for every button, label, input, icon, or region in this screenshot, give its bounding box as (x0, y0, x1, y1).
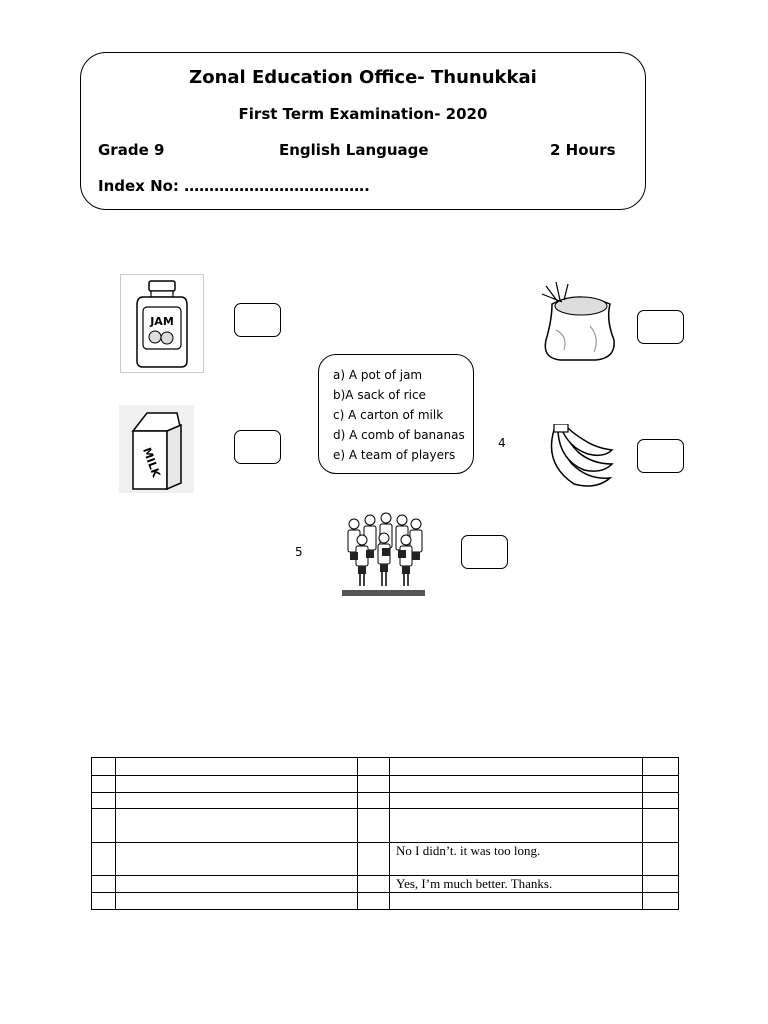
dialogue-response-1: No I didn’t. it was too long. (390, 843, 643, 876)
option-a: a) A pot of jam (333, 368, 423, 382)
dialogue-response-2: Yes, I’m much better. Thanks. (390, 876, 643, 893)
jam-jar-picture (120, 274, 204, 373)
table-row (92, 776, 679, 793)
option-b: b)A sack of rice (333, 388, 426, 402)
answer-box-3[interactable] (637, 310, 684, 344)
table-row (92, 893, 679, 910)
table-cell (643, 776, 679, 793)
table-cell (358, 809, 390, 843)
table-cell (116, 758, 358, 776)
table-cell (92, 893, 116, 910)
bananas-picture (544, 424, 616, 492)
dialogue-table (91, 757, 679, 910)
options-box (318, 354, 474, 474)
option-d: d) A comb of bananas (333, 428, 465, 442)
table-row (92, 758, 679, 776)
grade-label: Grade 9 (98, 141, 165, 159)
question-number-5: 5 (295, 545, 303, 559)
table-cell (358, 893, 390, 910)
table-cell (92, 776, 116, 793)
table-cell (643, 893, 679, 910)
option-c: c) A carton of milk (333, 408, 444, 422)
exam-title: First Term Examination- 2020 (238, 105, 488, 123)
answer-box-1[interactable] (234, 303, 281, 337)
table-cell (116, 793, 358, 809)
exam-header-box (80, 52, 646, 210)
table-cell (358, 843, 390, 876)
table-cell (643, 843, 679, 876)
milk-label-text: MILK (140, 445, 163, 480)
table-cell (390, 758, 643, 776)
subject-label: English Language (279, 141, 429, 159)
table-cell (390, 809, 643, 843)
table-cell (116, 776, 358, 793)
table-cell (390, 893, 643, 910)
jam-label-text: JAM (150, 315, 174, 328)
table-cell (643, 793, 679, 809)
duration-label: 2 Hours (550, 141, 616, 159)
office-title: Zonal Education Office- Thunukkai (189, 67, 537, 88)
rice-sack-picture (538, 280, 620, 364)
answer-box-5[interactable] (461, 535, 508, 569)
table-row (92, 876, 679, 893)
table-cell (92, 758, 116, 776)
answer-box-4[interactable] (637, 439, 684, 473)
table-row (92, 843, 679, 876)
table-cell (358, 793, 390, 809)
table-row (92, 793, 679, 809)
table-cell (92, 876, 116, 893)
table-cell (358, 876, 390, 893)
table-cell (358, 758, 390, 776)
table-cell (116, 843, 358, 876)
table-cell (390, 776, 643, 793)
table-row (92, 809, 679, 843)
question-number-4: 4 (498, 436, 506, 450)
table-cell (116, 876, 358, 893)
table-cell (390, 793, 643, 809)
index-number-line: Index No: ………………………………. (98, 177, 370, 195)
table-cell (92, 793, 116, 809)
table-cell (643, 758, 679, 776)
table-cell (116, 893, 358, 910)
table-cell (643, 809, 679, 843)
team-of-players-picture (340, 506, 427, 598)
answer-box-2[interactable] (234, 430, 281, 464)
table-cell (358, 776, 390, 793)
table-cell (643, 876, 679, 893)
table-cell (116, 809, 358, 843)
table-cell (92, 843, 116, 876)
milk-carton-picture (119, 405, 194, 493)
table-cell (92, 809, 116, 843)
option-e: e) A team of players (333, 448, 456, 462)
